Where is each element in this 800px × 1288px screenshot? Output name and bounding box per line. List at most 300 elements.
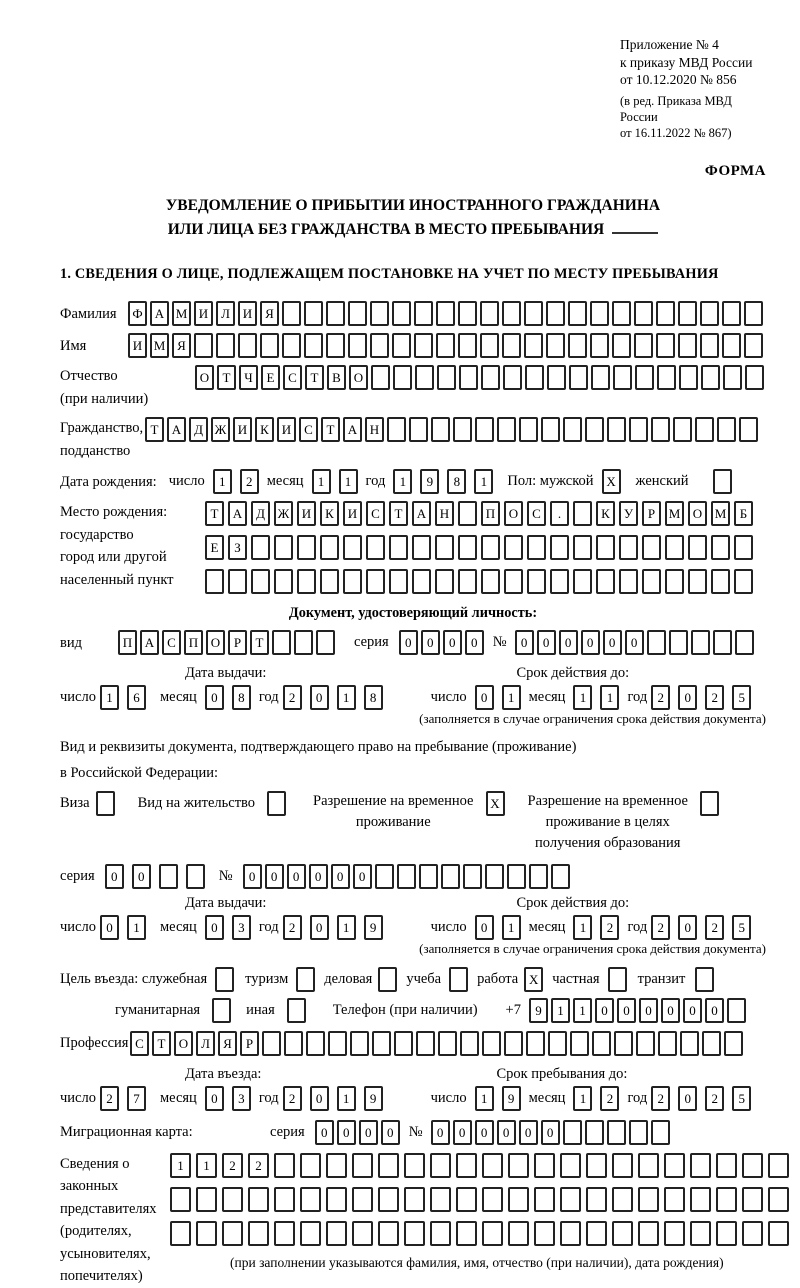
char-cell[interactable] bbox=[585, 1120, 604, 1145]
char-cell[interactable] bbox=[481, 569, 500, 594]
char-cell[interactable]: 1 bbox=[600, 685, 619, 710]
char-cell[interactable]: 0 bbox=[331, 864, 350, 889]
char-cell[interactable]: 0 bbox=[603, 630, 622, 655]
char-cell[interactable] bbox=[656, 333, 675, 358]
char-cell[interactable] bbox=[724, 1031, 743, 1056]
char-cell[interactable]: Р bbox=[240, 1031, 259, 1056]
char-cell[interactable] bbox=[524, 301, 543, 326]
char-cell[interactable] bbox=[228, 569, 247, 594]
char-cell[interactable] bbox=[547, 365, 566, 390]
char-cell[interactable] bbox=[678, 301, 697, 326]
char-cell[interactable] bbox=[409, 417, 428, 442]
char-cell[interactable]: 0 bbox=[678, 685, 697, 710]
char-cell[interactable]: 1 bbox=[393, 469, 412, 494]
char-cell[interactable]: Я bbox=[218, 1031, 237, 1056]
char-cell[interactable] bbox=[651, 417, 670, 442]
char-cell[interactable] bbox=[722, 301, 741, 326]
char-cell[interactable] bbox=[711, 569, 730, 594]
char-cell[interactable] bbox=[612, 301, 631, 326]
char-cell[interactable] bbox=[294, 630, 313, 655]
char-cell[interactable]: И bbox=[277, 417, 296, 442]
char-cell[interactable]: Е bbox=[261, 365, 280, 390]
char-cell[interactable]: 0 bbox=[205, 915, 224, 940]
char-cell[interactable]: О bbox=[206, 630, 225, 655]
char-cell[interactable] bbox=[638, 1187, 659, 1212]
char-cell[interactable]: 1 bbox=[573, 915, 592, 940]
char-cell[interactable]: Б bbox=[734, 501, 753, 526]
char-cell[interactable]: 1 bbox=[339, 469, 358, 494]
char-cell[interactable]: С bbox=[130, 1031, 149, 1056]
char-cell[interactable]: 0 bbox=[559, 630, 578, 655]
char-cell[interactable] bbox=[343, 535, 362, 560]
char-cell[interactable] bbox=[392, 301, 411, 326]
char-cell[interactable]: 0 bbox=[475, 915, 494, 940]
char-cell[interactable]: 0 bbox=[443, 630, 462, 655]
char-cell[interactable] bbox=[744, 301, 763, 326]
char-cell[interactable]: 0 bbox=[310, 685, 329, 710]
char-cell[interactable] bbox=[412, 535, 431, 560]
char-cell[interactable] bbox=[503, 365, 522, 390]
char-cell[interactable]: Л bbox=[196, 1031, 215, 1056]
char-cell[interactable]: 0 bbox=[431, 1120, 450, 1145]
char-cell[interactable] bbox=[665, 535, 684, 560]
char-cell[interactable] bbox=[458, 535, 477, 560]
char-cell[interactable]: 0 bbox=[519, 1120, 538, 1145]
char-cell[interactable] bbox=[393, 365, 412, 390]
char-cell[interactable]: 0 bbox=[309, 864, 328, 889]
char-cell[interactable]: 5 bbox=[732, 1086, 751, 1111]
char-cell[interactable] bbox=[688, 569, 707, 594]
char-cell[interactable]: К bbox=[320, 501, 339, 526]
char-cell[interactable]: С bbox=[283, 365, 302, 390]
char-cell[interactable]: 1 bbox=[196, 1153, 217, 1178]
char-cell[interactable] bbox=[735, 630, 754, 655]
char-cell[interactable] bbox=[569, 365, 588, 390]
char-cell[interactable]: 0 bbox=[475, 685, 494, 710]
char-cell[interactable] bbox=[745, 365, 764, 390]
char-cell[interactable] bbox=[508, 1221, 529, 1246]
char-cell[interactable] bbox=[612, 1187, 633, 1212]
char-cell[interactable]: 1 bbox=[337, 1086, 356, 1111]
char-cell[interactable] bbox=[592, 1031, 611, 1056]
char-cell[interactable] bbox=[722, 333, 741, 358]
char-cell[interactable]: 2 bbox=[651, 915, 670, 940]
char-cell[interactable] bbox=[238, 333, 257, 358]
char-cell[interactable] bbox=[629, 417, 648, 442]
char-cell[interactable] bbox=[387, 417, 406, 442]
char-cell[interactable]: 3 bbox=[232, 915, 251, 940]
char-cell[interactable] bbox=[612, 1153, 633, 1178]
char-cell[interactable] bbox=[458, 301, 477, 326]
char-cell[interactable] bbox=[695, 417, 714, 442]
char-cell[interactable] bbox=[713, 469, 732, 494]
char-cell[interactable] bbox=[727, 998, 746, 1023]
char-cell[interactable] bbox=[378, 967, 397, 992]
char-cell[interactable]: 1 bbox=[213, 469, 232, 494]
char-cell[interactable] bbox=[415, 365, 434, 390]
char-cell[interactable]: С bbox=[366, 501, 385, 526]
char-cell[interactable]: 0 bbox=[515, 630, 534, 655]
char-cell[interactable] bbox=[690, 1221, 711, 1246]
char-cell[interactable] bbox=[480, 333, 499, 358]
char-cell[interactable] bbox=[551, 864, 570, 889]
char-cell[interactable] bbox=[430, 1153, 451, 1178]
char-cell[interactable] bbox=[524, 333, 543, 358]
char-cell[interactable] bbox=[534, 1221, 555, 1246]
char-cell[interactable]: И bbox=[238, 301, 257, 326]
char-cell[interactable] bbox=[459, 365, 478, 390]
char-cell[interactable]: 0 bbox=[265, 864, 284, 889]
char-cell[interactable] bbox=[619, 535, 638, 560]
char-cell[interactable] bbox=[458, 569, 477, 594]
char-cell[interactable]: С bbox=[299, 417, 318, 442]
char-cell[interactable]: А bbox=[167, 417, 186, 442]
char-cell[interactable]: 0 bbox=[132, 864, 151, 889]
char-cell[interactable] bbox=[573, 535, 592, 560]
char-cell[interactable]: 0 bbox=[683, 998, 702, 1023]
char-cell[interactable] bbox=[642, 535, 661, 560]
char-cell[interactable] bbox=[456, 1187, 477, 1212]
char-cell[interactable]: О bbox=[688, 501, 707, 526]
char-cell[interactable] bbox=[475, 417, 494, 442]
char-cell[interactable]: 3 bbox=[232, 1086, 251, 1111]
char-cell[interactable] bbox=[326, 1221, 347, 1246]
char-cell[interactable]: 1 bbox=[573, 685, 592, 710]
char-cell[interactable] bbox=[222, 1187, 243, 1212]
char-cell[interactable] bbox=[629, 1120, 648, 1145]
char-cell[interactable] bbox=[700, 333, 719, 358]
char-cell[interactable] bbox=[560, 1221, 581, 1246]
char-cell[interactable]: 1 bbox=[573, 998, 592, 1023]
char-cell[interactable] bbox=[304, 333, 323, 358]
char-cell[interactable]: 2 bbox=[283, 915, 302, 940]
char-cell[interactable] bbox=[590, 333, 609, 358]
char-cell[interactable]: М bbox=[665, 501, 684, 526]
char-cell[interactable] bbox=[453, 417, 472, 442]
char-cell[interactable] bbox=[526, 1031, 545, 1056]
char-cell[interactable] bbox=[274, 1153, 295, 1178]
char-cell[interactable]: 0 bbox=[337, 1120, 356, 1145]
char-cell[interactable] bbox=[497, 417, 516, 442]
char-cell[interactable] bbox=[316, 630, 335, 655]
char-cell[interactable] bbox=[519, 417, 538, 442]
char-cell[interactable] bbox=[742, 1153, 763, 1178]
char-cell[interactable] bbox=[320, 535, 339, 560]
char-cell[interactable]: И bbox=[128, 333, 147, 358]
char-cell[interactable] bbox=[248, 1187, 269, 1212]
char-cell[interactable] bbox=[586, 1187, 607, 1212]
char-cell[interactable]: О bbox=[349, 365, 368, 390]
char-cell[interactable] bbox=[404, 1153, 425, 1178]
char-cell[interactable] bbox=[541, 417, 560, 442]
char-cell[interactable]: 1 bbox=[502, 915, 521, 940]
char-cell[interactable] bbox=[170, 1187, 191, 1212]
char-cell[interactable] bbox=[739, 417, 758, 442]
char-cell[interactable]: 2 bbox=[600, 1086, 619, 1111]
char-cell[interactable] bbox=[300, 1221, 321, 1246]
char-cell[interactable] bbox=[436, 333, 455, 358]
char-cell[interactable]: 0 bbox=[639, 998, 658, 1023]
char-cell[interactable] bbox=[546, 301, 565, 326]
char-cell[interactable] bbox=[534, 1187, 555, 1212]
char-cell[interactable] bbox=[529, 864, 548, 889]
char-cell[interactable] bbox=[370, 301, 389, 326]
char-cell[interactable] bbox=[274, 1187, 295, 1212]
char-cell[interactable] bbox=[665, 569, 684, 594]
char-cell[interactable] bbox=[504, 535, 523, 560]
char-cell[interactable] bbox=[768, 1187, 789, 1212]
char-cell[interactable] bbox=[502, 333, 521, 358]
char-cell[interactable] bbox=[274, 1221, 295, 1246]
char-cell[interactable]: 2 bbox=[222, 1153, 243, 1178]
char-cell[interactable]: М bbox=[172, 301, 191, 326]
char-cell[interactable] bbox=[669, 630, 688, 655]
char-cell[interactable] bbox=[586, 1221, 607, 1246]
char-cell[interactable]: Т bbox=[217, 365, 236, 390]
char-cell[interactable] bbox=[573, 569, 592, 594]
char-cell[interactable] bbox=[723, 365, 742, 390]
char-cell[interactable]: 1 bbox=[337, 685, 356, 710]
char-cell[interactable] bbox=[563, 1120, 582, 1145]
char-cell[interactable] bbox=[481, 535, 500, 560]
char-cell[interactable]: 8 bbox=[364, 685, 383, 710]
char-cell[interactable] bbox=[481, 365, 500, 390]
char-cell[interactable] bbox=[634, 333, 653, 358]
char-cell[interactable]: 5 bbox=[732, 915, 751, 940]
char-cell[interactable] bbox=[664, 1187, 685, 1212]
char-cell[interactable] bbox=[397, 864, 416, 889]
char-cell[interactable] bbox=[343, 569, 362, 594]
char-cell[interactable]: X bbox=[524, 967, 543, 992]
char-cell[interactable]: В bbox=[327, 365, 346, 390]
char-cell[interactable]: Т bbox=[250, 630, 269, 655]
char-cell[interactable] bbox=[482, 1187, 503, 1212]
char-cell[interactable] bbox=[679, 365, 698, 390]
char-cell[interactable] bbox=[222, 1221, 243, 1246]
char-cell[interactable] bbox=[186, 864, 205, 889]
char-cell[interactable] bbox=[744, 333, 763, 358]
char-cell[interactable]: 1 bbox=[502, 685, 521, 710]
char-cell[interactable]: 8 bbox=[447, 469, 466, 494]
char-cell[interactable] bbox=[430, 1221, 451, 1246]
char-cell[interactable] bbox=[612, 1221, 633, 1246]
char-cell[interactable] bbox=[614, 1031, 633, 1056]
char-cell[interactable]: Р bbox=[228, 630, 247, 655]
char-cell[interactable]: Я bbox=[172, 333, 191, 358]
char-cell[interactable] bbox=[416, 1031, 435, 1056]
char-cell[interactable]: 0 bbox=[595, 998, 614, 1023]
char-cell[interactable] bbox=[596, 569, 615, 594]
char-cell[interactable] bbox=[508, 1187, 529, 1212]
char-cell[interactable]: А bbox=[140, 630, 159, 655]
char-cell[interactable] bbox=[525, 365, 544, 390]
char-cell[interactable] bbox=[414, 301, 433, 326]
char-cell[interactable] bbox=[352, 1221, 373, 1246]
char-cell[interactable]: 1 bbox=[170, 1153, 191, 1178]
char-cell[interactable]: 2 bbox=[651, 1086, 670, 1111]
char-cell[interactable]: 0 bbox=[399, 630, 418, 655]
char-cell[interactable] bbox=[485, 864, 504, 889]
char-cell[interactable]: . bbox=[550, 501, 569, 526]
char-cell[interactable] bbox=[375, 864, 394, 889]
char-cell[interactable]: 9 bbox=[529, 998, 548, 1023]
char-cell[interactable] bbox=[389, 569, 408, 594]
char-cell[interactable] bbox=[642, 569, 661, 594]
char-cell[interactable]: И bbox=[233, 417, 252, 442]
char-cell[interactable]: 0 bbox=[353, 864, 372, 889]
char-cell[interactable] bbox=[96, 791, 115, 816]
char-cell[interactable]: П bbox=[184, 630, 203, 655]
char-cell[interactable] bbox=[638, 1221, 659, 1246]
char-cell[interactable]: А bbox=[150, 301, 169, 326]
char-cell[interactable] bbox=[482, 1031, 501, 1056]
char-cell[interactable] bbox=[251, 535, 270, 560]
char-cell[interactable]: 9 bbox=[364, 915, 383, 940]
char-cell[interactable]: 0 bbox=[497, 1120, 516, 1145]
char-cell[interactable] bbox=[287, 998, 306, 1023]
char-cell[interactable] bbox=[274, 569, 293, 594]
char-cell[interactable] bbox=[436, 301, 455, 326]
char-cell[interactable] bbox=[507, 864, 526, 889]
char-cell[interactable] bbox=[768, 1221, 789, 1246]
char-cell[interactable] bbox=[300, 1153, 321, 1178]
char-cell[interactable] bbox=[691, 630, 710, 655]
char-cell[interactable] bbox=[306, 1031, 325, 1056]
char-cell[interactable] bbox=[371, 365, 390, 390]
char-cell[interactable] bbox=[504, 569, 523, 594]
char-cell[interactable]: 1 bbox=[573, 1086, 592, 1111]
char-cell[interactable] bbox=[664, 1221, 685, 1246]
char-cell[interactable] bbox=[734, 569, 753, 594]
char-cell[interactable] bbox=[458, 333, 477, 358]
char-cell[interactable] bbox=[262, 1031, 281, 1056]
char-cell[interactable]: А bbox=[228, 501, 247, 526]
char-cell[interactable]: 0 bbox=[581, 630, 600, 655]
char-cell[interactable]: 2 bbox=[705, 915, 724, 940]
char-cell[interactable] bbox=[690, 1187, 711, 1212]
char-cell[interactable]: 2 bbox=[248, 1153, 269, 1178]
char-cell[interactable]: К bbox=[596, 501, 615, 526]
char-cell[interactable]: 0 bbox=[475, 1120, 494, 1145]
char-cell[interactable]: Т bbox=[305, 365, 324, 390]
char-cell[interactable]: С bbox=[527, 501, 546, 526]
char-cell[interactable]: 0 bbox=[465, 630, 484, 655]
char-cell[interactable]: Н bbox=[365, 417, 384, 442]
char-cell[interactable] bbox=[215, 967, 234, 992]
char-cell[interactable]: 9 bbox=[364, 1086, 383, 1111]
char-cell[interactable] bbox=[638, 1153, 659, 1178]
char-cell[interactable]: С bbox=[162, 630, 181, 655]
char-cell[interactable] bbox=[651, 1120, 670, 1145]
char-cell[interactable]: И bbox=[343, 501, 362, 526]
char-cell[interactable] bbox=[378, 1187, 399, 1212]
char-cell[interactable] bbox=[636, 1031, 655, 1056]
char-cell[interactable] bbox=[482, 1153, 503, 1178]
char-cell[interactable] bbox=[634, 301, 653, 326]
char-cell[interactable] bbox=[690, 1153, 711, 1178]
char-cell[interactable]: О bbox=[174, 1031, 193, 1056]
char-cell[interactable]: Л bbox=[216, 301, 235, 326]
char-cell[interactable] bbox=[508, 1153, 529, 1178]
char-cell[interactable] bbox=[320, 569, 339, 594]
char-cell[interactable] bbox=[700, 791, 719, 816]
char-cell[interactable] bbox=[431, 417, 450, 442]
char-cell[interactable] bbox=[205, 569, 224, 594]
char-cell[interactable]: Т bbox=[152, 1031, 171, 1056]
char-cell[interactable] bbox=[688, 535, 707, 560]
char-cell[interactable] bbox=[734, 535, 753, 560]
char-cell[interactable] bbox=[370, 333, 389, 358]
char-cell[interactable]: О bbox=[504, 501, 523, 526]
char-cell[interactable] bbox=[560, 1187, 581, 1212]
char-cell[interactable]: 2 bbox=[651, 685, 670, 710]
char-cell[interactable]: 2 bbox=[283, 1086, 302, 1111]
char-cell[interactable] bbox=[713, 630, 732, 655]
char-cell[interactable] bbox=[438, 1031, 457, 1056]
char-cell[interactable] bbox=[274, 535, 293, 560]
char-cell[interactable] bbox=[449, 967, 468, 992]
char-cell[interactable] bbox=[673, 417, 692, 442]
char-cell[interactable]: 0 bbox=[205, 1086, 224, 1111]
char-cell[interactable]: 0 bbox=[315, 1120, 334, 1145]
char-cell[interactable] bbox=[260, 333, 279, 358]
char-cell[interactable]: 5 bbox=[732, 685, 751, 710]
char-cell[interactable]: Е bbox=[205, 535, 224, 560]
char-cell[interactable]: 0 bbox=[625, 630, 644, 655]
char-cell[interactable]: 9 bbox=[420, 469, 439, 494]
char-cell[interactable] bbox=[591, 365, 610, 390]
char-cell[interactable]: 0 bbox=[661, 998, 680, 1023]
char-cell[interactable] bbox=[502, 301, 521, 326]
char-cell[interactable] bbox=[656, 301, 675, 326]
char-cell[interactable] bbox=[212, 998, 231, 1023]
char-cell[interactable] bbox=[326, 1153, 347, 1178]
char-cell[interactable] bbox=[414, 333, 433, 358]
char-cell[interactable]: 1 bbox=[312, 469, 331, 494]
char-cell[interactable] bbox=[194, 333, 213, 358]
char-cell[interactable] bbox=[284, 1031, 303, 1056]
char-cell[interactable] bbox=[458, 501, 477, 526]
char-cell[interactable]: Т bbox=[321, 417, 340, 442]
char-cell[interactable]: 1 bbox=[475, 1086, 494, 1111]
char-cell[interactable]: 0 bbox=[705, 998, 724, 1023]
char-cell[interactable]: 0 bbox=[381, 1120, 400, 1145]
char-cell[interactable]: 0 bbox=[617, 998, 636, 1023]
char-cell[interactable] bbox=[700, 301, 719, 326]
char-cell[interactable] bbox=[389, 535, 408, 560]
char-cell[interactable] bbox=[742, 1221, 763, 1246]
char-cell[interactable] bbox=[570, 1031, 589, 1056]
char-cell[interactable]: 2 bbox=[283, 685, 302, 710]
char-cell[interactable]: Р bbox=[642, 501, 661, 526]
char-cell[interactable] bbox=[768, 1153, 789, 1178]
char-cell[interactable]: Ф bbox=[128, 301, 147, 326]
char-cell[interactable] bbox=[435, 535, 454, 560]
char-cell[interactable] bbox=[404, 1187, 425, 1212]
char-cell[interactable]: П bbox=[118, 630, 137, 655]
char-cell[interactable] bbox=[248, 1221, 269, 1246]
char-cell[interactable]: 0 bbox=[359, 1120, 378, 1145]
char-cell[interactable] bbox=[170, 1221, 191, 1246]
char-cell[interactable] bbox=[272, 630, 291, 655]
char-cell[interactable] bbox=[573, 501, 592, 526]
char-cell[interactable]: Д bbox=[189, 417, 208, 442]
char-cell[interactable] bbox=[590, 301, 609, 326]
char-cell[interactable] bbox=[435, 569, 454, 594]
char-cell[interactable] bbox=[282, 333, 301, 358]
char-cell[interactable] bbox=[352, 1187, 373, 1212]
char-cell[interactable] bbox=[456, 1153, 477, 1178]
